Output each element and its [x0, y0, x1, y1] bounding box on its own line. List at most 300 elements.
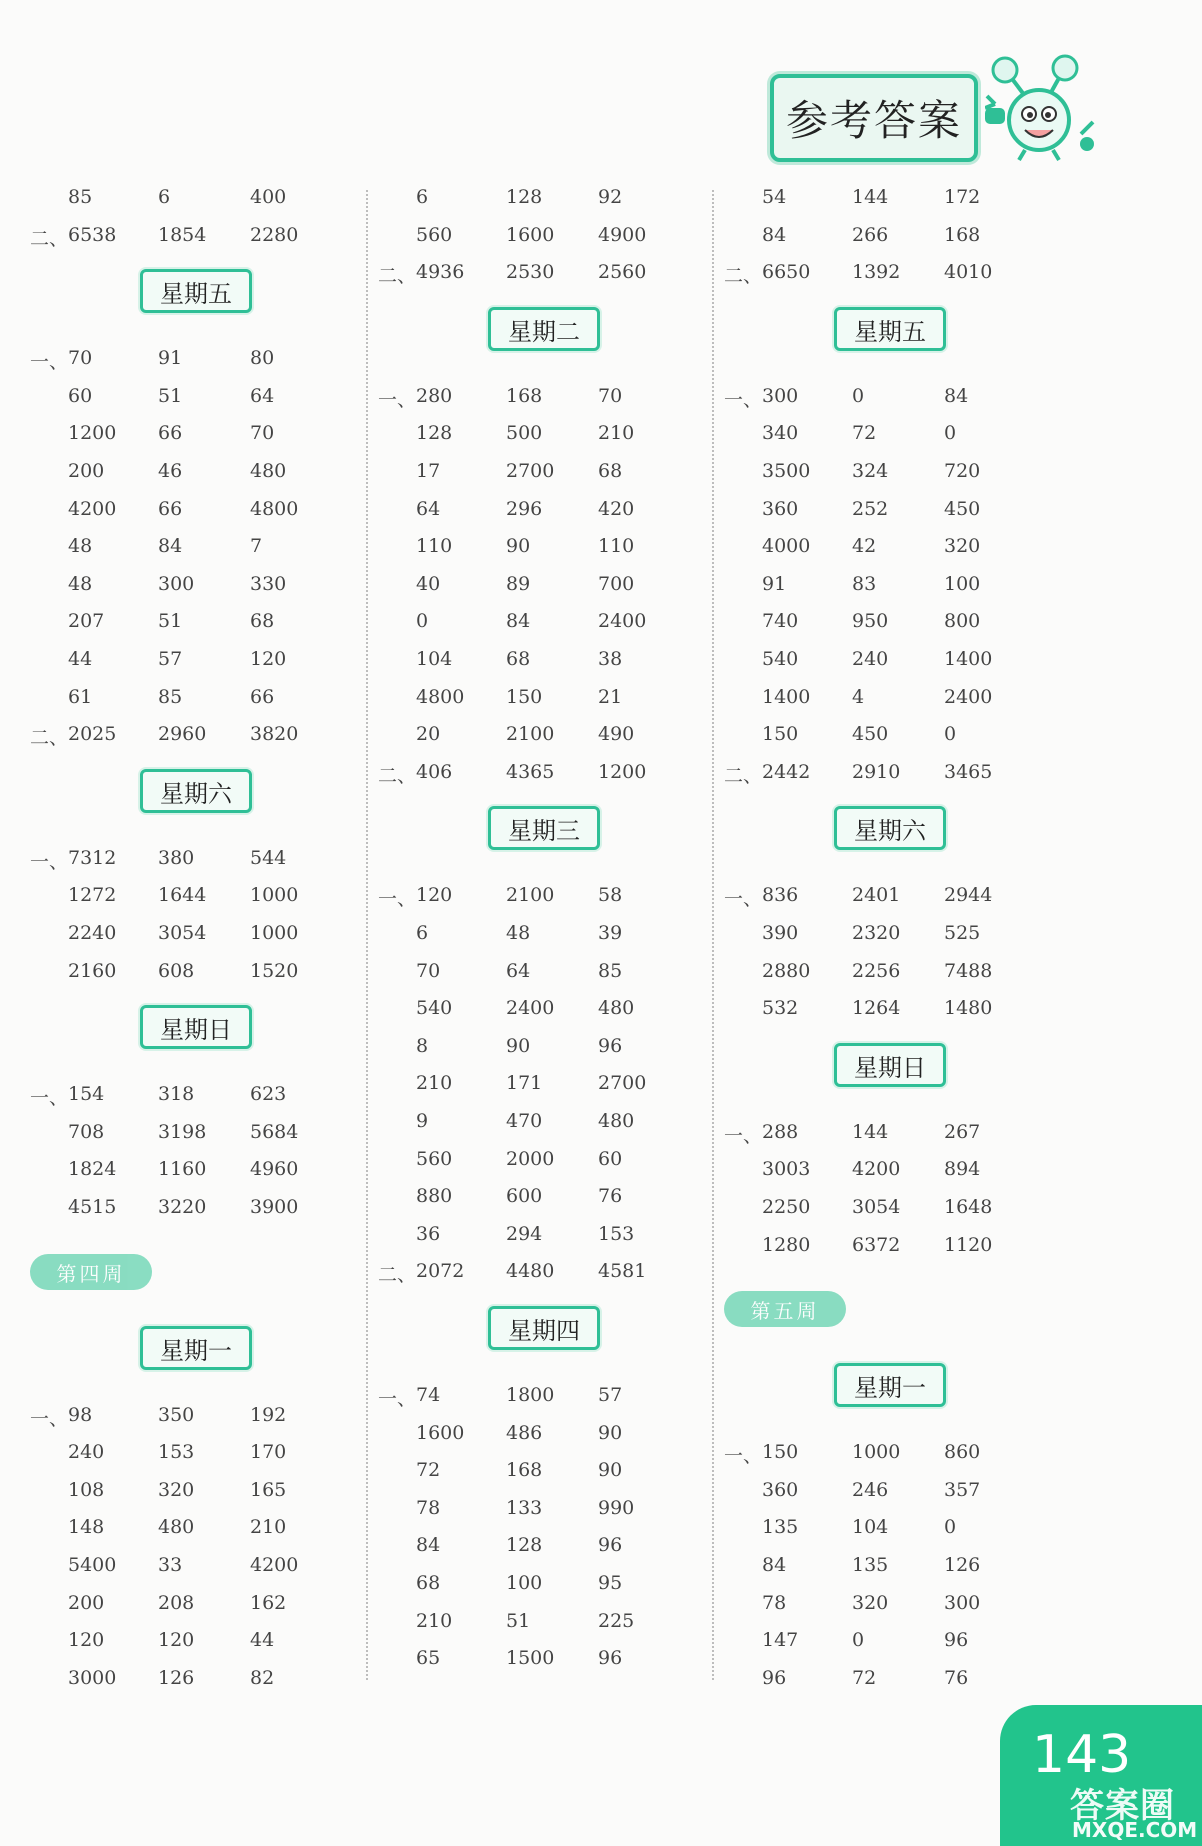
answer-value: 486 — [506, 1422, 543, 1444]
answer-value: 3198 — [158, 1121, 207, 1143]
answer-value: 3054 — [852, 1196, 901, 1218]
question-label: 一、 — [724, 389, 763, 411]
answer-row — [378, 1610, 698, 1640]
answer-value: 420 — [598, 498, 635, 520]
answer-row — [30, 1404, 350, 1434]
answer-row — [724, 186, 1044, 216]
answer-row — [378, 1148, 698, 1178]
answer-row — [724, 224, 1044, 254]
answer-value: 70 — [416, 960, 441, 982]
answer-row — [30, 422, 350, 452]
answer-row — [724, 1554, 1044, 1584]
answer-value: 608 — [158, 960, 195, 982]
answer-value: 65 — [416, 1647, 441, 1669]
answer-row — [724, 686, 1044, 716]
answer-value: 60 — [598, 1148, 623, 1170]
answer-value: 133 — [506, 1497, 543, 1519]
answer-value: 128 — [506, 1534, 543, 1556]
answer-row — [30, 1441, 350, 1471]
answer-value: 490 — [598, 723, 635, 745]
answer-value: 33 — [158, 1554, 183, 1576]
answer-value: 7488 — [944, 960, 993, 982]
question-label: 一、 — [378, 389, 417, 411]
answer-row — [724, 1479, 1044, 1509]
answer-value: 6538 — [68, 224, 117, 246]
answer-value: 2560 — [598, 261, 647, 283]
question-label: 一、 — [724, 1125, 763, 1147]
answer-value: 61 — [68, 686, 93, 708]
answer-row — [724, 1629, 1044, 1659]
question-label: 一、 — [30, 351, 69, 373]
answer-value: 800 — [944, 610, 981, 632]
answer-value: 860 — [944, 1441, 981, 1463]
answer-value: 1400 — [944, 648, 993, 670]
answer-value: 300 — [158, 573, 195, 595]
answer-row — [378, 573, 698, 603]
answer-value: 210 — [250, 1516, 287, 1538]
answer-value: 1854 — [158, 224, 207, 246]
answer-value: 96 — [598, 1647, 623, 1669]
answer-value: 7312 — [68, 847, 117, 869]
answer-value: 100 — [944, 573, 981, 595]
answer-row — [378, 1422, 698, 1452]
answer-row — [724, 761, 1044, 791]
answer-value: 4800 — [250, 498, 299, 520]
answer-value: 120 — [250, 648, 287, 670]
column-divider — [712, 190, 714, 1680]
answer-value: 1520 — [250, 960, 299, 982]
question-label: 一、 — [724, 888, 763, 910]
answer-value: 2240 — [68, 922, 117, 944]
answer-value: 104 — [852, 1516, 889, 1538]
answer-value: 91 — [762, 573, 787, 595]
answer-value: 154 — [68, 1083, 105, 1105]
answer-row — [724, 460, 1044, 490]
answer-value: 39 — [598, 922, 623, 944]
answer-value: 990 — [598, 1497, 635, 1519]
question-label: 二、 — [30, 727, 69, 749]
answer-value: 110 — [598, 535, 635, 557]
answer-value: 207 — [68, 610, 105, 632]
answer-row — [30, 1516, 350, 1546]
answer-row — [30, 884, 350, 914]
answer-row — [30, 1158, 350, 1188]
answer-row — [30, 723, 350, 753]
answer-row — [30, 1667, 350, 1697]
answer-row — [724, 922, 1044, 952]
answer-value: 2880 — [762, 960, 811, 982]
answer-value: 7 — [250, 535, 263, 557]
answer-value: 4936 — [416, 261, 465, 283]
answer-value: 240 — [68, 1441, 105, 1463]
answer-value: 2401 — [852, 884, 901, 906]
answer-row — [30, 385, 350, 415]
answer-row — [724, 261, 1044, 291]
mascot-icon — [985, 52, 1097, 162]
answer-row — [30, 460, 350, 490]
answer-value: 836 — [762, 884, 799, 906]
answer-value: 1500 — [506, 1647, 555, 1669]
answer-row — [724, 648, 1044, 678]
answer-value: 110 — [416, 535, 453, 557]
answer-value: 83 — [852, 573, 877, 595]
answer-value: 1160 — [158, 1158, 207, 1180]
answer-value: 162 — [250, 1592, 287, 1614]
answer-row — [378, 535, 698, 565]
answer-row — [724, 385, 1044, 415]
answer-value: 470 — [506, 1110, 543, 1132]
answer-value: 1280 — [762, 1234, 811, 1256]
answer-value: 90 — [506, 535, 531, 557]
answer-value: 91 — [158, 347, 183, 369]
answer-value: 360 — [762, 1479, 799, 1501]
answer-row — [30, 648, 350, 678]
answer-value: 318 — [158, 1083, 195, 1105]
answer-value: 57 — [158, 648, 183, 670]
answer-value: 92 — [598, 186, 623, 208]
answer-value: 84 — [416, 1534, 441, 1556]
question-label: 一、 — [378, 1388, 417, 1410]
answer-row — [30, 1554, 350, 1584]
answer-value: 64 — [416, 498, 441, 520]
answer-value: 480 — [158, 1516, 195, 1538]
answer-row — [378, 1223, 698, 1253]
answer-value: 48 — [68, 573, 93, 595]
question-label: 二、 — [378, 1264, 417, 1286]
answer-row — [30, 535, 350, 565]
answer-value: 144 — [852, 1121, 889, 1143]
answer-value: 4365 — [506, 761, 555, 783]
answer-value: 90 — [598, 1459, 623, 1481]
answer-value: 78 — [416, 1497, 441, 1519]
answer-value: 1648 — [944, 1196, 993, 1218]
answer-value: 525 — [944, 922, 981, 944]
answer-value: 4900 — [598, 224, 647, 246]
answer-value: 4010 — [944, 261, 993, 283]
answer-value: 500 — [506, 422, 543, 444]
answer-value: 5684 — [250, 1121, 299, 1143]
answer-value: 2400 — [944, 686, 993, 708]
day-heading: 星期日 — [140, 1005, 252, 1049]
answer-value: 84 — [762, 1554, 787, 1576]
answer-value: 288 — [762, 1121, 799, 1143]
answer-value: 0 — [944, 1516, 957, 1538]
answer-row — [724, 573, 1044, 603]
question-label: 二、 — [724, 265, 763, 287]
answer-value: 84 — [762, 224, 787, 246]
answer-value: 0 — [944, 723, 957, 745]
answer-value: 1392 — [852, 261, 901, 283]
answer-value: 2280 — [250, 224, 299, 246]
answer-row — [378, 1647, 698, 1677]
answer-value: 60 — [68, 385, 93, 407]
answer-value: 0 — [852, 1629, 865, 1651]
answer-value: 4 — [852, 686, 865, 708]
answer-value: 96 — [944, 1629, 969, 1651]
day-heading: 星期二 — [488, 307, 600, 351]
question-label: 一、 — [30, 1087, 69, 1109]
answer-value: 210 — [598, 422, 635, 444]
question-label: 二、 — [724, 765, 763, 787]
answer-value: 0 — [416, 610, 429, 632]
week-badge: 第五周 — [724, 1291, 846, 1327]
answer-value: 6650 — [762, 261, 811, 283]
answer-row — [30, 922, 350, 952]
question-label: 二、 — [378, 765, 417, 787]
answer-row — [724, 997, 1044, 1027]
answer-value: 64 — [250, 385, 275, 407]
answer-value: 4960 — [250, 1158, 299, 1180]
answer-value: 4200 — [250, 1554, 299, 1576]
answer-row — [378, 1497, 698, 1527]
answer-value: 544 — [250, 847, 287, 869]
answer-value: 20 — [416, 723, 441, 745]
answer-value: 950 — [852, 610, 889, 632]
answer-value: 2700 — [506, 460, 555, 482]
answer-value: 1000 — [852, 1441, 901, 1463]
answer-row — [378, 385, 698, 415]
answer-value: 48 — [68, 535, 93, 557]
answer-value: 350 — [158, 1404, 195, 1426]
answer-row — [724, 1121, 1044, 1151]
answer-value: 4200 — [68, 498, 117, 520]
page-number: 143 — [1032, 1725, 1132, 1785]
answer-row — [378, 997, 698, 1027]
answer-row — [378, 261, 698, 291]
answer-row — [378, 922, 698, 952]
answer-value: 96 — [598, 1035, 623, 1057]
answer-value: 246 — [852, 1479, 889, 1501]
day-heading: 星期六 — [140, 769, 252, 813]
answer-row — [724, 1158, 1044, 1188]
answer-row — [724, 1234, 1044, 1264]
answer-value: 80 — [250, 347, 275, 369]
answer-row — [724, 1667, 1044, 1697]
answer-row — [378, 422, 698, 452]
day-heading: 星期日 — [834, 1043, 946, 1087]
answer-value: 68 — [598, 460, 623, 482]
answer-value: 144 — [852, 186, 889, 208]
answer-row — [724, 422, 1044, 452]
answer-value: 1644 — [158, 884, 207, 906]
answer-row — [378, 186, 698, 216]
answer-value: 6372 — [852, 1234, 901, 1256]
answer-value: 21 — [598, 686, 623, 708]
answer-row — [724, 535, 1044, 565]
answer-value: 42 — [852, 535, 877, 557]
answer-row — [724, 498, 1044, 528]
answer-value: 4800 — [416, 686, 465, 708]
answer-value: 2160 — [68, 960, 117, 982]
answer-value: 108 — [68, 1479, 105, 1501]
answer-value: 708 — [68, 1121, 105, 1143]
answer-row — [30, 347, 350, 377]
answer-value: 1000 — [250, 922, 299, 944]
answer-value: 5400 — [68, 1554, 117, 1576]
answer-value: 1272 — [68, 884, 117, 906]
answer-row — [30, 498, 350, 528]
answer-value: 324 — [852, 460, 889, 482]
answer-value: 6 — [416, 186, 429, 208]
answer-value: 200 — [68, 460, 105, 482]
answer-value: 0 — [852, 385, 865, 407]
answer-value: 38 — [598, 648, 623, 670]
answer-value: 51 — [158, 385, 183, 407]
answer-value: 266 — [852, 224, 889, 246]
answer-value: 4581 — [598, 1260, 647, 1282]
answer-value: 72 — [416, 1459, 441, 1481]
answer-value: 406 — [416, 761, 453, 783]
answer-value: 880 — [416, 1185, 453, 1207]
answer-value: 89 — [506, 573, 531, 595]
answer-value: 450 — [944, 498, 981, 520]
answer-value: 740 — [762, 610, 799, 632]
day-heading: 星期一 — [834, 1363, 946, 1407]
answer-value: 51 — [158, 610, 183, 632]
answer-row — [378, 224, 698, 254]
watermark-logo: 答案圈 — [1070, 1786, 1175, 1826]
answer-row — [30, 1629, 350, 1659]
answer-value: 44 — [250, 1629, 275, 1651]
answer-value: 66 — [158, 422, 183, 444]
answer-value: 294 — [506, 1223, 543, 1245]
answer-value: 72 — [852, 1667, 877, 1689]
answer-value: 90 — [598, 1422, 623, 1444]
answer-row — [378, 1110, 698, 1140]
answer-value: 280 — [416, 385, 453, 407]
question-label: 一、 — [724, 1445, 763, 1467]
answer-value: 135 — [762, 1516, 799, 1538]
answer-value: 2025 — [68, 723, 117, 745]
answer-value: 2256 — [852, 960, 901, 982]
answer-value: 66 — [250, 686, 275, 708]
answer-value: 70 — [250, 422, 275, 444]
answer-value: 1000 — [250, 884, 299, 906]
answer-value: 360 — [762, 498, 799, 520]
question-label: 二、 — [378, 265, 417, 287]
answer-value: 4480 — [506, 1260, 555, 1282]
answer-value: 3003 — [762, 1158, 811, 1180]
answer-value: 172 — [944, 186, 981, 208]
answer-value: 532 — [762, 997, 799, 1019]
answer-value: 1600 — [506, 224, 555, 246]
answer-row — [30, 1083, 350, 1113]
answer-value: 2442 — [762, 761, 811, 783]
answer-value: 894 — [944, 1158, 981, 1180]
answer-value: 168 — [506, 1459, 543, 1481]
answer-value: 320 — [852, 1592, 889, 1614]
answer-value: 320 — [944, 535, 981, 557]
answer-row — [30, 224, 350, 254]
answer-row — [724, 1516, 1044, 1546]
answer-value: 252 — [852, 498, 889, 520]
answer-value: 4000 — [762, 535, 811, 557]
answer-value: 100 — [506, 1572, 543, 1594]
answer-value: 84 — [506, 610, 531, 632]
week-badge: 第四周 — [30, 1254, 152, 1290]
answer-row — [30, 186, 350, 216]
answer-row — [30, 960, 350, 990]
answer-row — [378, 686, 698, 716]
answer-value: 3465 — [944, 761, 993, 783]
answer-value: 46 — [158, 460, 183, 482]
answer-value: 1800 — [506, 1384, 555, 1406]
answer-row — [30, 573, 350, 603]
answer-value: 74 — [416, 1384, 441, 1406]
answer-value: 2100 — [506, 884, 555, 906]
answer-value: 120 — [158, 1629, 195, 1651]
answer-value: 126 — [158, 1667, 195, 1689]
answer-value: 9 — [416, 1110, 429, 1132]
answer-value: 2072 — [416, 1260, 465, 1282]
answer-value: 165 — [250, 1479, 287, 1501]
answer-value: 2320 — [852, 922, 901, 944]
answer-value: 2530 — [506, 261, 555, 283]
answer-value: 2250 — [762, 1196, 811, 1218]
answer-value: 17 — [416, 460, 441, 482]
answer-value: 170 — [250, 1441, 287, 1463]
answer-value: 2960 — [158, 723, 207, 745]
answer-row — [30, 1196, 350, 1226]
answer-value: 296 — [506, 498, 543, 520]
answer-value: 168 — [944, 224, 981, 246]
answer-value: 3820 — [250, 723, 299, 745]
answer-value: 267 — [944, 1121, 981, 1143]
answer-value: 357 — [944, 1479, 981, 1501]
answer-key-title-text: 参考答案 — [785, 96, 962, 145]
answer-row — [724, 1196, 1044, 1226]
answer-value: 1600 — [416, 1422, 465, 1444]
answer-value: 150 — [762, 1441, 799, 1463]
answer-value: 2000 — [506, 1148, 555, 1170]
answer-row — [378, 960, 698, 990]
answer-value: 540 — [416, 997, 453, 1019]
answer-value: 104 — [416, 648, 453, 670]
answer-row — [378, 1384, 698, 1414]
answer-value: 128 — [416, 422, 453, 444]
answer-value: 51 — [506, 1610, 531, 1632]
answer-value: 70 — [598, 385, 623, 407]
answer-value: 340 — [762, 422, 799, 444]
answer-value: 1200 — [598, 761, 647, 783]
answer-row — [378, 1072, 698, 1102]
answer-value: 480 — [598, 1110, 635, 1132]
day-heading: 星期六 — [834, 806, 946, 850]
answer-value: 44 — [68, 648, 93, 670]
answer-value: 300 — [762, 385, 799, 407]
answer-value: 200 — [68, 1592, 105, 1614]
answer-value: 390 — [762, 922, 799, 944]
answer-row — [30, 847, 350, 877]
answer-value: 90 — [506, 1035, 531, 1057]
answer-value: 1120 — [944, 1234, 993, 1256]
answer-value: 148 — [68, 1516, 105, 1538]
answer-value: 96 — [762, 1667, 787, 1689]
answer-value: 4515 — [68, 1196, 117, 1218]
answer-value: 84 — [158, 535, 183, 557]
question-label: 二、 — [30, 228, 69, 250]
answer-row — [724, 723, 1044, 753]
day-heading: 星期五 — [834, 307, 946, 351]
answer-value: 3054 — [158, 922, 207, 944]
answer-value: 4200 — [852, 1158, 901, 1180]
answer-value: 720 — [944, 460, 981, 482]
answer-value: 480 — [250, 460, 287, 482]
answer-value: 64 — [506, 960, 531, 982]
answer-value: 153 — [158, 1441, 195, 1463]
question-label: 一、 — [30, 1408, 69, 1430]
answer-value: 6 — [158, 186, 171, 208]
